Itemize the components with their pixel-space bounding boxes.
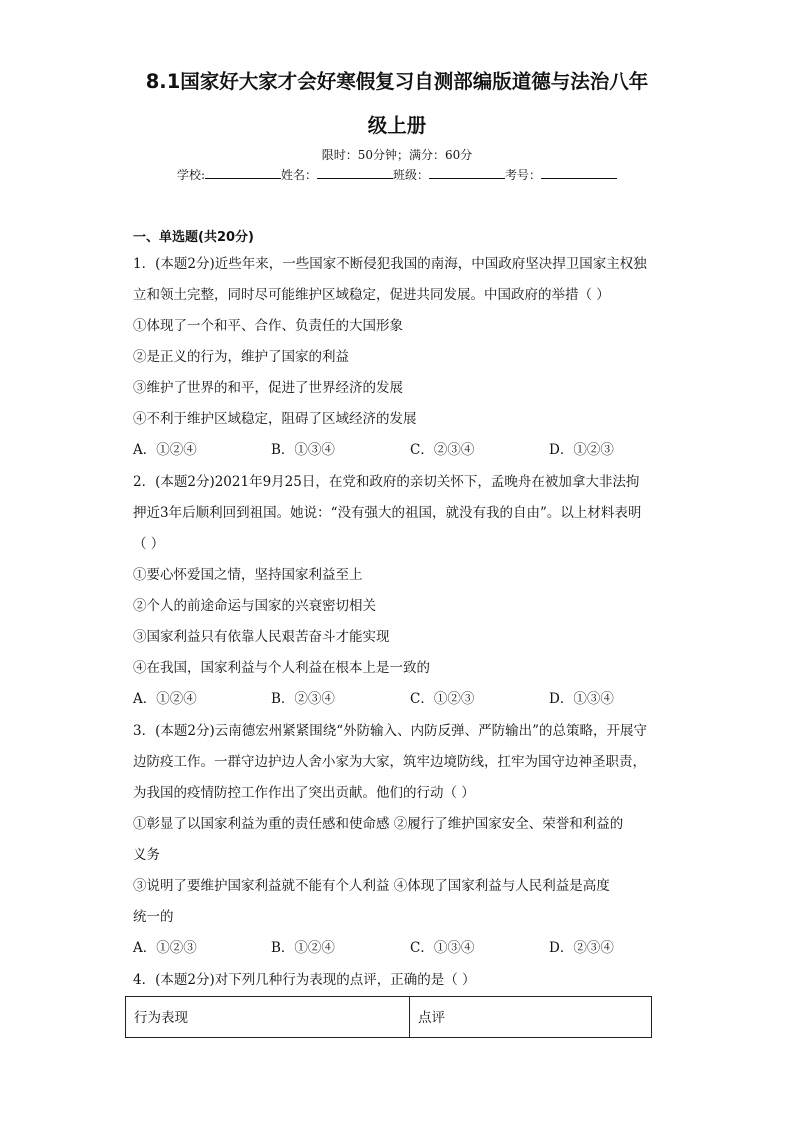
question-3-line: 3．(本题2分)云南德宏州紧紧围绕“外防输入、内防反弹、严防输出”的总策略，开展守 (133, 723, 648, 739)
question-3-choice: ①彰显了以国家利益为重的责任感和使命感 ②履行了维护国家安全、荣誉和利益的 (133, 816, 624, 832)
question-3-option-a[interactable]: A．①②③ (133, 940, 197, 956)
question-3-choice: 义务 (133, 847, 160, 863)
question-1-choice: ③维护了世界的和平，促进了世界经济的发展 (133, 380, 403, 396)
school-label: 学校: (176, 168, 205, 182)
question-2-option-d[interactable]: D．①③④ (549, 691, 614, 707)
question-3-choice: ③说明了要维护国家利益就不能有个人利益 ④体现了国家利益与人民利益是高度 (133, 878, 610, 894)
question-4-line: 4．(本题2分)对下列几种行为表现的点评，正确的是（ ） (133, 972, 476, 988)
name-label: 姓名： (281, 168, 318, 182)
page-title-line-2: 级上册 (367, 114, 427, 137)
question-1-choice: ②是正义的行为，维护了国家的利益 (133, 349, 349, 365)
exam-limits: 限时：50分钟；满分：60分 (321, 148, 473, 162)
question-2-choice: ②个人的前途命运与国家的兴衰密切相关 (133, 598, 376, 614)
number-label: 考号： (505, 168, 542, 182)
question-3-line: 为我国的疫情防控工作作出了突出贡献。他们的行动（ ） (133, 785, 475, 801)
table-divider (409, 997, 410, 1037)
question-2-choice: ④在我国，国家利益与个人利益在根本上是一致的 (133, 660, 430, 676)
page-title-line-1: 8.1国家好大家才会好寒假复习自测部编版道德与法治八年 (145, 70, 649, 93)
question-2-line: （ ） (133, 536, 165, 552)
question-2-line: 押近3年后顺利回到祖国。她说：“没有强大的祖国，就没有我的自由”。以上材料表明 (133, 505, 642, 521)
question-2-line: 2．(本题2分)2021年9月25日，在党和政府的亲切关怀下，孟晚舟在被加拿大非法拘 (133, 474, 640, 490)
question-2-choice: ①要心怀爱国之情，坚持国家利益至上 (133, 567, 363, 583)
table-header-behavior: 行为表现 (134, 1010, 188, 1026)
class-blank (429, 166, 505, 179)
question-3-choice: 统一的 (133, 909, 174, 925)
question-1-choice: ①体现了一个和平、合作、负责任的大国形象 (133, 318, 403, 334)
question-1-line: 立和领土完整，同时尽可能维护区域稳定，促进共同发展。中国政府的举措（ ） (133, 287, 610, 303)
question-3-option-c[interactable]: C．①③④ (410, 940, 475, 956)
number-blank (541, 166, 617, 179)
question-1-option-d[interactable]: D．①②③ (549, 442, 614, 458)
student-info-fields (0, 166, 794, 183)
question-1-option-c[interactable]: C．②③④ (410, 442, 475, 458)
school-blank (205, 166, 281, 179)
question-1-choice: ④不利于维护区域稳定，阻碍了区域经济的发展 (133, 411, 417, 427)
question-1-line: 1．(本题2分)近些年来，一些国家不断侵犯我国的南海，中国政府坚决捍卫国家主权独 (133, 256, 647, 272)
class-label: 班级： (393, 168, 430, 182)
question-3-line: 边防疫工作。一群守边护边人舍小家为大家，筑牢边境防线，扛牢为国守边神圣职责， (133, 754, 646, 770)
question-2-option-a[interactable]: A．①②④ (133, 691, 197, 707)
question-2-option-b[interactable]: B．②③④ (271, 691, 335, 707)
question-3-option-b[interactable]: B．①②④ (271, 940, 335, 956)
question-3-option-d[interactable]: D．②③④ (549, 940, 614, 956)
name-blank (317, 166, 393, 179)
table-header-comment: 点评 (418, 1010, 445, 1026)
section-heading: 一、单选题(共20分) (133, 230, 254, 245)
question-2-choice: ③国家利益只有依靠人民艰苦奋斗才能实现 (133, 629, 390, 645)
question-1-option-a[interactable]: A．①②④ (133, 442, 197, 458)
question-1-option-b[interactable]: B．①③④ (271, 442, 335, 458)
question-2-option-c[interactable]: C．①②③ (410, 691, 475, 707)
evaluation-table (125, 996, 652, 1038)
